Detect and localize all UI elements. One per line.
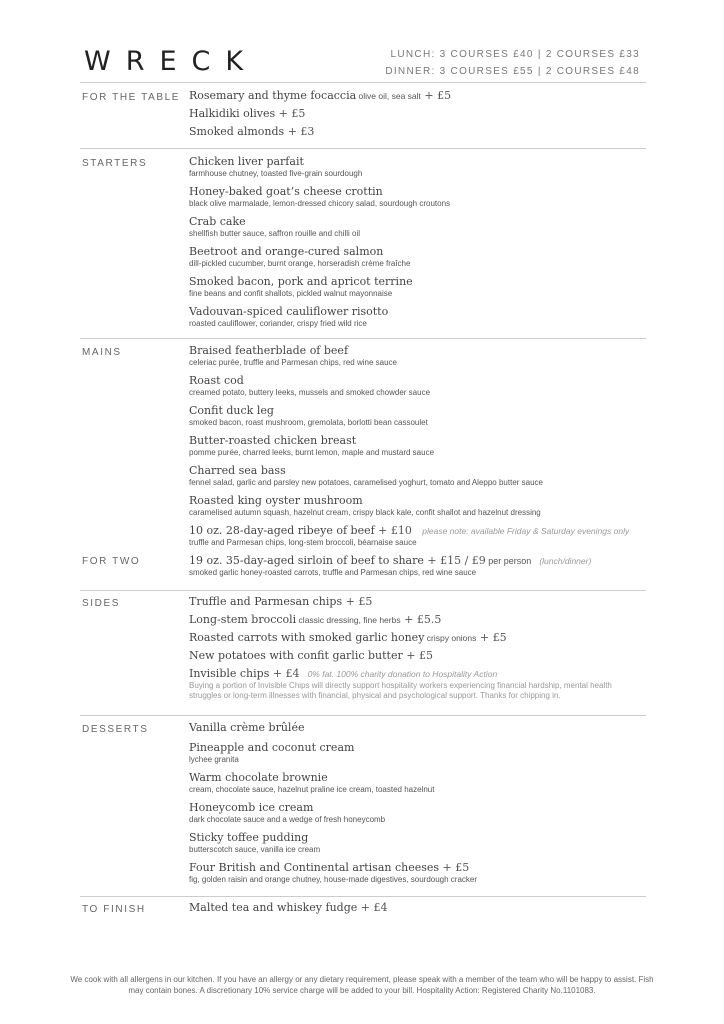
item-name-line <box>189 649 639 663</box>
item-name: Charred sea bass <box>189 464 286 477</box>
item-name: Warm chocolate brownie <box>189 771 328 784</box>
divider <box>80 148 646 149</box>
menu-item <box>189 631 639 645</box>
item-name: 19 oz. 35-day-aged sirloin of beef to share <box>189 554 424 567</box>
item-name-line <box>189 464 639 478</box>
item-price: + £10 <box>374 524 412 537</box>
section-for-the-table <box>189 89 639 143</box>
menu-item <box>189 595 639 609</box>
section-starters <box>189 155 639 335</box>
menu-item <box>189 275 639 299</box>
item-per-person: per person <box>485 556 532 566</box>
section-sides <box>189 595 639 705</box>
item-price: + £5 <box>439 861 470 874</box>
divider <box>80 896 646 897</box>
menu-item <box>189 89 639 103</box>
menu-item <box>189 831 639 855</box>
item-name: Roasted carrots with smoked garlic honey <box>189 631 425 644</box>
item-description: butterscotch sauce, vanilla ice cream <box>189 845 321 854</box>
menu-item <box>189 305 639 329</box>
item-name-line <box>189 155 639 169</box>
item-name-line <box>189 125 639 139</box>
menu-item <box>189 215 639 239</box>
item-description: smoked garlic honey-roasted carrots, truffle and Parmesan chips, red wine sauce <box>189 568 477 577</box>
item-name-line <box>189 613 639 627</box>
item-name-line <box>189 275 639 289</box>
restaurant-logo: WRECK <box>84 46 259 77</box>
item-description: truffle and Parmesan chips, long-stem broccoli, béarnaise sauce <box>189 538 417 547</box>
item-name-line <box>189 554 639 568</box>
item-inline-detail: classic dressing, fine herbs <box>296 615 401 625</box>
menu-item <box>189 554 639 578</box>
item-name-line <box>189 305 639 319</box>
item-name: Honeycomb ice cream <box>189 801 314 814</box>
item-charity-text: Buying a portion of Invisible Chips will directly support hospitality workers experiencing financial hardship, mental health struggles or long-term illnesses with financial, physical and psychological support. Thanks for chipping in. <box>189 681 612 700</box>
item-price: + £5.5 <box>400 613 442 626</box>
divider <box>80 82 646 83</box>
item-name-line <box>189 344 639 358</box>
item-description: fennel salad, garlic and parsley new potatoes, caramelised yoghurt, tomato and Aleppo butter sauce <box>189 478 543 487</box>
menu-item <box>189 494 639 518</box>
item-name-line <box>189 434 639 448</box>
item-description: caramelised autumn squash, hazelnut cream, crispy black kale, confit shallot and hazelnut dressing <box>189 508 541 517</box>
menu-item <box>189 649 639 663</box>
section-label-for-two: FOR TWO <box>82 556 141 567</box>
item-description: fig, golden raisin and orange chutney, house-made digestives, sourdough cracker <box>189 875 478 884</box>
item-description: roasted cauliflower, coriander, crispy fried wild rice <box>189 319 367 328</box>
item-description: dill-pickled cucumber, burnt orange, horseradish crème fraîche <box>189 259 411 268</box>
item-description: pomme purée, charred leeks, burnt lemon, maple and mustard sauce <box>189 448 435 457</box>
section-label-for-the-table: FOR THE TABLE <box>82 92 181 103</box>
item-name-line <box>189 721 639 735</box>
item-price: + £5 <box>420 89 452 102</box>
item-description: shellfish butter sauce, saffron rouille and chilli oil <box>189 229 361 238</box>
item-name-line <box>189 667 639 681</box>
item-name: Long-stem broccoli <box>189 613 297 626</box>
item-name-line <box>189 631 639 645</box>
item-description: fine beans and confit shallots, pickled walnut mayonnaise <box>189 289 393 298</box>
item-name-line <box>189 771 639 785</box>
item-name-line <box>189 374 639 388</box>
dinner-prices: DINNER: 3 COURSES £55 | 2 COURSES £48 <box>385 66 640 77</box>
item-name: Braised featherblade of beef <box>189 344 349 357</box>
menu-item <box>189 771 639 795</box>
item-name: Malted tea and whiskey fudge <box>189 901 358 914</box>
menu-item <box>189 524 639 548</box>
item-name-line <box>189 215 639 229</box>
item-name-line <box>189 861 639 875</box>
item-description: farmhouse chutney, toasted five-grain sourdough <box>189 169 363 178</box>
item-name: Vanilla crème brûlée <box>189 721 305 734</box>
item-name-line <box>189 595 639 609</box>
menu-item <box>189 185 639 209</box>
item-name-line <box>189 801 639 815</box>
item-name: Truffle and Parmesan chips <box>189 595 343 608</box>
item-name: Crab cake <box>189 215 246 228</box>
item-description: lychee granita <box>189 755 239 764</box>
item-name: Honey-baked goat’s cheese crottin <box>189 185 383 198</box>
menu-item <box>189 741 639 765</box>
item-name-line <box>189 831 639 845</box>
lunch-prices: LUNCH: 3 COURSES £40 | 2 COURSES £33 <box>390 49 640 60</box>
item-price: + £3 <box>284 125 315 138</box>
menu-item <box>189 801 639 825</box>
menu-item <box>189 667 639 701</box>
divider <box>80 338 646 339</box>
menu-item <box>189 901 639 915</box>
item-price: + £5 <box>476 631 507 644</box>
allergen-footer: We cook with all allergens in our kitchen. If you have an allergy or any dietary requirement, please speak with a member of the team who will be happy to assist. Fish may contain bones. A discretionary 10% service charge will be added to your bill. Hospitality Action: Registered Charity No.1101083. <box>70 975 654 995</box>
item-name-line <box>189 107 639 121</box>
menu-item <box>189 861 639 885</box>
item-name: Pineapple and coconut cream <box>189 741 355 754</box>
item-description: creamed potato, buttery leeks, mussels and smoked chowder sauce <box>189 388 431 397</box>
item-name: Beetroot and orange-cured salmon <box>189 245 384 258</box>
item-name: 10 oz. 28-day-aged ribeye of beef <box>189 524 375 537</box>
course-prices <box>385 46 640 80</box>
item-description: celeriac purée, truffle and Parmesan chips, red wine sauce <box>189 358 397 367</box>
item-price: + £5 <box>342 595 373 608</box>
section-desserts <box>189 721 639 891</box>
item-description: black olive marmalade, lemon-dressed chicory salad, sourdough croutons <box>189 199 451 208</box>
item-name: Four British and Continental artisan cheeses <box>189 861 440 874</box>
item-name-line <box>189 901 639 915</box>
item-name-line <box>189 185 639 199</box>
item-name: Chicken liver parfait <box>189 155 304 168</box>
item-price: + £5 <box>402 649 433 662</box>
item-name: New potatoes with confit garlic butter <box>189 649 403 662</box>
item-name: Invisible chips <box>189 667 270 680</box>
item-description: dark chocolate sauce and a wedge of fresh honeycomb <box>189 815 386 824</box>
item-price: + £5 <box>275 107 306 120</box>
item-name-line <box>189 494 639 508</box>
menu-item <box>189 613 639 627</box>
item-name: Roasted king oyster mushroom <box>189 494 363 507</box>
item-name-line <box>189 404 639 418</box>
item-price: + £15 / £9 <box>423 554 486 567</box>
item-inline-detail: crispy onions <box>424 633 477 643</box>
item-name: Rosemary and thyme focaccia <box>189 89 357 102</box>
menu-item <box>189 245 639 269</box>
item-name: Smoked almonds <box>189 125 285 138</box>
item-name-line <box>189 524 639 538</box>
item-note: please note: available Friday & Saturday evenings only <box>419 526 630 536</box>
menu-item <box>189 374 639 398</box>
menu-item <box>189 107 639 121</box>
menu-item <box>189 155 639 179</box>
item-description: smoked bacon, roast mushroom, gremolata, borlotti bean cassoulet <box>189 418 428 427</box>
menu-item <box>189 434 639 458</box>
item-name-line <box>189 741 639 755</box>
section-label-sides: SIDES <box>82 598 121 609</box>
item-name: Vadouvan-spiced cauliflower risotto <box>189 305 389 318</box>
item-name: Halkidiki olives <box>189 107 276 120</box>
item-name: Sticky toffee pudding <box>189 831 309 844</box>
section-label-starters: STARTERS <box>82 158 148 169</box>
item-name: Smoked bacon, pork and apricot terrine <box>189 275 413 288</box>
menu-item <box>189 344 639 368</box>
item-price: + £4 <box>357 901 388 914</box>
item-inline-detail: olive oil, sea salt <box>356 91 421 101</box>
item-name: Confit duck leg <box>189 404 274 417</box>
menu-item <box>189 721 639 735</box>
item-description: cream, chocolate sauce, hazelnut praline ice cream, toasted hazelnut <box>189 785 435 794</box>
item-note: 0% fat. 100% charity donation to Hospitality Action <box>307 669 498 679</box>
menu-item <box>189 404 639 428</box>
divider <box>80 590 646 591</box>
item-name-line <box>189 89 639 103</box>
item-name-line <box>189 245 639 259</box>
divider <box>80 715 646 716</box>
item-name: Butter-roasted chicken breast <box>189 434 357 447</box>
section-label-desserts: DESSERTS <box>82 724 149 735</box>
menu-item <box>189 464 639 488</box>
section-to-finish <box>189 901 639 921</box>
item-note: (lunch/dinner) <box>539 556 592 566</box>
item-price: + £4 <box>269 667 300 680</box>
section-label-mains: MAINS <box>82 347 122 358</box>
menu-item <box>189 125 639 139</box>
section-mains <box>189 344 639 584</box>
item-name: Roast cod <box>189 374 244 387</box>
section-label-to-finish: TO FINISH <box>82 904 146 915</box>
